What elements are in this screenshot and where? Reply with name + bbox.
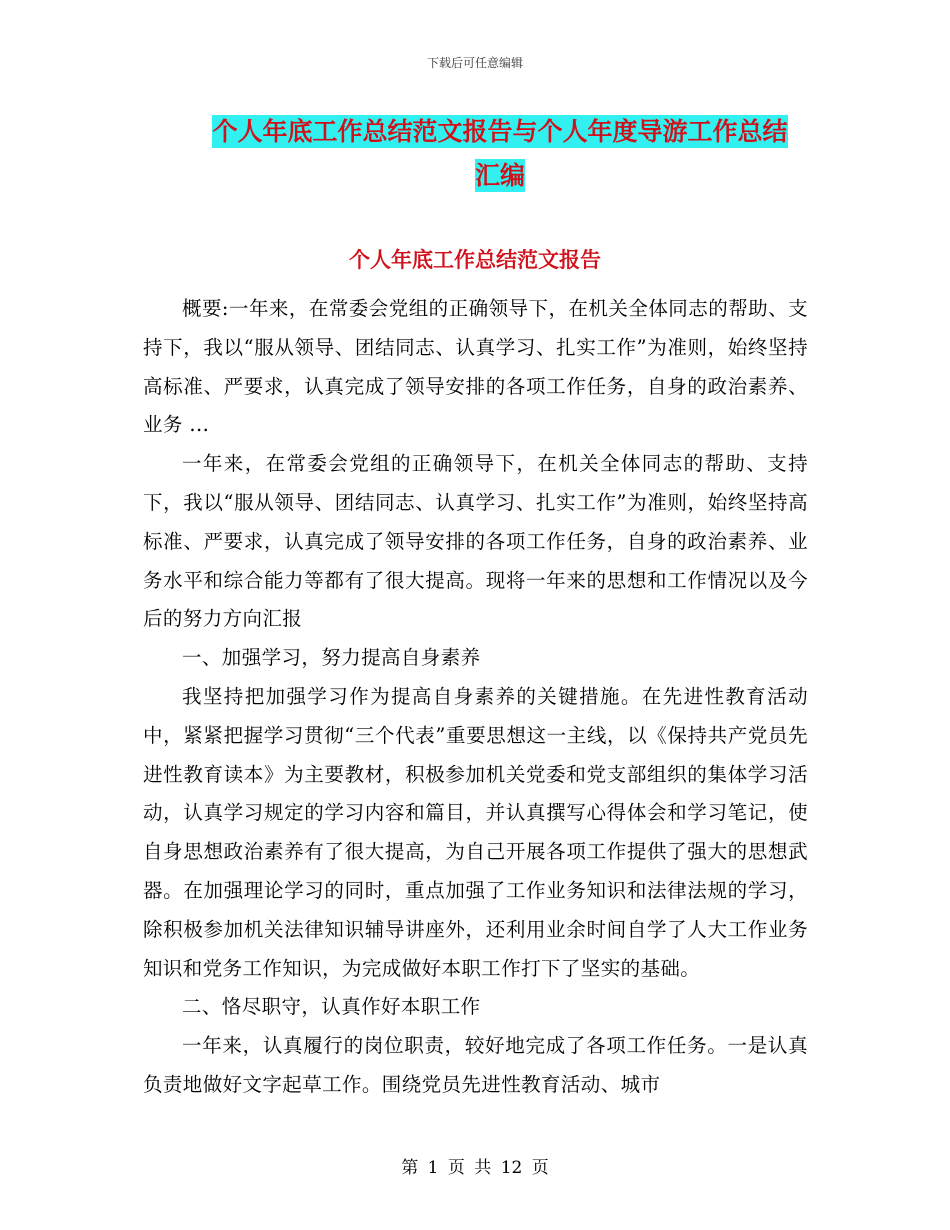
paragraph-intro: 一年来，在常委会党组的正确领导下，在机关全体同志的帮助、支持下，我以“服从领导、团结同志、认真学习、扎实工作”为准则，始终坚持高标准、严要求，认真完成了领导安排的各项工作任务，自身的政治素养、业务水平和综合能力等都有了很大提高。现将一年来的思想和工作情况以及今后的努力方向汇报: [143, 452, 808, 631]
document-title: [150, 110, 850, 198]
paragraph-study: 我坚持把加强学习作为提高自身素养的关键措施。在先进性教育活动中，紧紧把握学习贯彻“三个代表”重要思想这一主线，以《保持共产党员先进性教育读本》为主要教材，积极参加机关党委和党支部组织的集体学习活动，认真学习规定的学习内容和篇目，并认真撰写心得体会和学习笔记，使自身思想政治素养有了很大提高，为自己开展各项工作提供了强大的思想武器。在加强理论学习的同时，重点加强了工作业务知识和法律法规的学习，除积极参加机关法律知识辅导讲座外，还利用业余时间自学了人大工作业务知识和党务工作知识，为完成做好本职工作打下了坚实的基础。: [143, 684, 808, 980]
paragraph-duty: 一年来，认真履行的岗位职责，较好地完成了各项工作任务。一是认真负责地做好文字起草工作。围绕党员先进性教育活动、城市: [143, 1034, 808, 1096]
heading-duty: 二、恪尽职守，认真作好本职工作: [182, 995, 481, 1019]
paragraph-summary: 概要:一年来，在常委会党组的正确领导下，在机关全体同志的帮助、支持下，我以“服从领导、团结同志、认真学习、扎实工作”为准则，始终坚持高标准、严要求，认真完成了领导安排的各项工作任务，自身的政治素养、业务 ...: [143, 297, 808, 437]
title-line-1: 个人年底工作总结范文报告与个人年度导游工作总结: [212, 117, 788, 146]
body-text: [143, 290, 808, 1105]
title-line-2: 汇编: [474, 161, 525, 190]
section-title: 个人年底工作总结范文报告: [349, 247, 601, 272]
header-note: 下载后可任意编辑: [426, 56, 523, 70]
page-footer: 第 1 页 共 12 页: [401, 1158, 549, 1178]
heading-study: 一、加强学习，努力提高自身素养: [182, 646, 481, 670]
